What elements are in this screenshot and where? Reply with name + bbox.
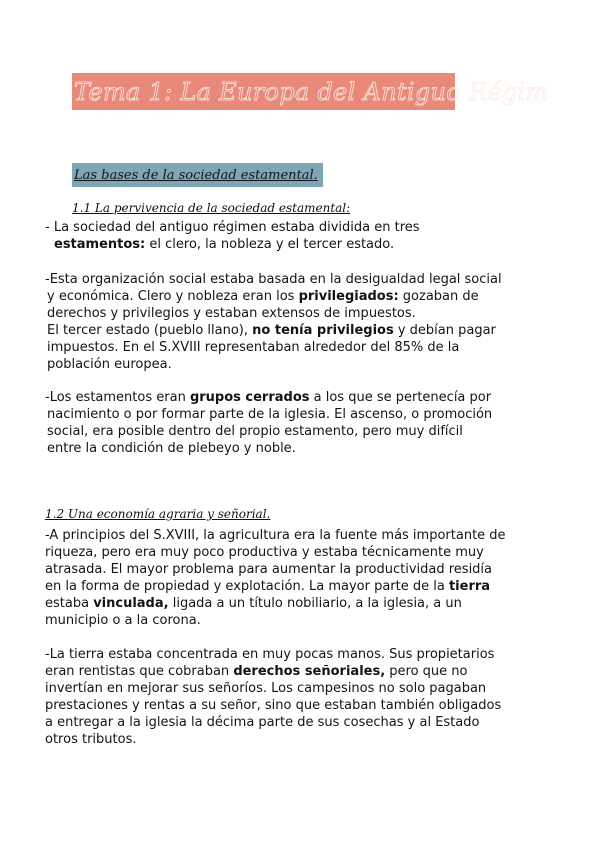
paragraph-5-line-3: invertían en mejorar sus señoríos. Los campesinos no solo pagaban <box>45 681 487 696</box>
paragraph-4-line-5: estaba vinculada, ligada a un título nobiliario, a la iglesia, a un <box>45 596 462 611</box>
paragraph-5-line-5: a entregar a la iglesia la décima parte de sus cosechas y al Estado <box>45 715 480 730</box>
paragraph-3-line-2: nacimiento o por formar parte de la iglesia. El ascenso, o promoción <box>47 407 493 422</box>
paragraph-4-line-2: riqueza, pero era muy poco productiva y estaba técnicamente muy <box>45 545 484 560</box>
bold-term-grupos-cerrados: grupos cerrados <box>189 390 310 405</box>
paragraph-2-line-4: El tercer estado (pueblo llano), no tenía privilegios y debían pagar <box>47 323 496 338</box>
paragraph-5-line-4: prestaciones y rentas a su señor, sino que estaban también obligados <box>45 698 502 713</box>
paragraph-4-line-4: en la forma de propiedad y explotación. La mayor parte de la tierra <box>45 579 491 594</box>
paragraph-5-line-1: -La tierra estaba concentrada en muy pocas manos. Sus propietarios <box>45 647 495 662</box>
paragraph-2-line-6: población europea. <box>47 357 172 372</box>
paragraph-2-line-2: y económica. Clero y nobleza eran los privilegiados: gozaban de <box>47 289 479 304</box>
subsection-heading-1: 1.1 La pervivencia de la sociedad estamental: <box>72 201 351 215</box>
paragraph-2-line-1: -Esta organización social estaba basada en la desigualdad legal social <box>45 272 502 287</box>
bold-term-vinculada: vinculada, <box>93 596 169 611</box>
page-title: Tema 1: La Europa del Antiguo Régim <box>74 78 549 106</box>
paragraph-3-line-3: social, era posible dentro del propio estamento, pero muy difícil <box>47 424 463 439</box>
paragraph-2-line-3: derechos y privilegios y estaban extensos de impuestos. <box>47 306 416 321</box>
paragraph-3-line-4: entre la condición de plebeyo y noble. <box>47 441 296 456</box>
paragraph-1-line-1: - La sociedad del antiguo régimen estaba dividida en tres <box>45 220 420 235</box>
bold-term-estamentos: estamentos: <box>54 237 146 252</box>
paragraph-4-line-6: municipio o a la corona. <box>45 613 201 628</box>
section-heading: Las bases de la sociedad estamental. <box>74 168 318 183</box>
section-banner <box>72 163 323 187</box>
paragraph-1-line-2: estamentos: el clero, la nobleza y el tercer estado. <box>54 237 395 252</box>
bold-term-derechos-senoriales: derechos señoriales, <box>233 664 386 679</box>
bold-term-privilegiados: privilegiados: <box>298 289 399 304</box>
paragraph-5-line-2: eran rentistas que cobraban derechos señoriales, pero que no <box>45 664 468 679</box>
paragraph-2-line-5: impuestos. En el S.XVIII representaban alrededor del 85% de la <box>47 340 460 355</box>
paragraph-4-line-1: -A principios del S.XVIII, la agricultura era la fuente más importante de <box>45 528 506 543</box>
title-banner <box>72 73 549 110</box>
paragraph-5-line-6: otros tributos. <box>45 732 137 747</box>
bold-term-tierra: tierra <box>448 579 491 594</box>
subsection-heading-2: 1.2 Una economía agraria y señorial. <box>45 507 271 521</box>
paragraph-3-line-1: -Los estamentos eran grupos cerrados a los que se pertenecía por <box>45 390 492 405</box>
paragraph-4-line-3: atrasada. El mayor problema para aumentar la productividad residía <box>45 562 493 577</box>
bold-term-no-tenia-privilegios: no tenía privilegios <box>252 323 394 338</box>
